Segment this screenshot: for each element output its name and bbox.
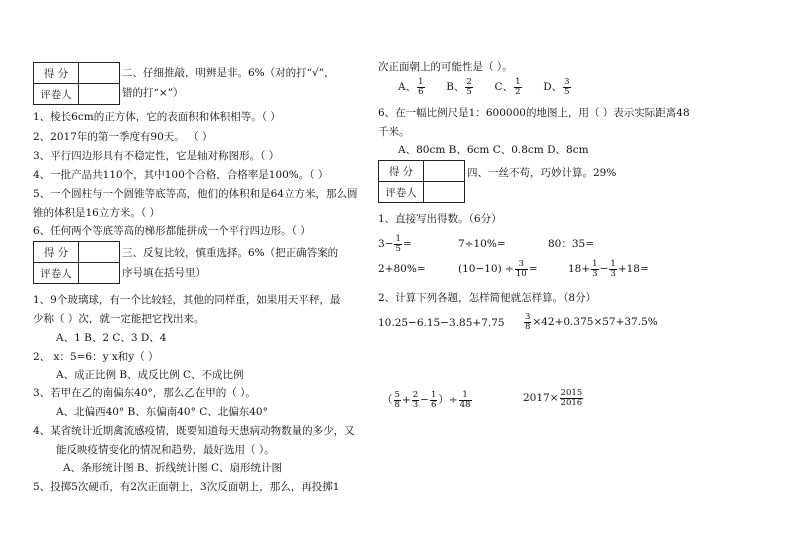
mc-question-3-options: A、北偏西40° B、东偏南40° C、北偏东40° [56, 406, 268, 418]
section-3-heading: 三、反复比较，慎重选择。6%（把正确答案的 [122, 247, 339, 259]
tf-question-5-cont: 锥的体积是16立方米。（ ） [33, 207, 160, 219]
mc-question-4-options: A、条形统计图 B、折线统计图 C、扇形统计图 [63, 462, 283, 474]
calc-1-item-3: 80：35= [548, 238, 595, 250]
calc-1-item-6: 18+ $\frac{1}{3}$ − $\frac{1}{3}$ +18= [568, 258, 649, 279]
option-b: B、 $\frac{2}{5}$ [446, 76, 472, 97]
mc-question-6: 6、在一幅比例尺是1：600000的地图上，用（ ）表示实际距离48 [378, 107, 690, 119]
grader-blank[interactable] [79, 263, 120, 284]
grader-blank[interactable] [79, 84, 120, 105]
option-a: A、 $\frac{1}{6}$ [398, 76, 424, 97]
calc-1-heading: 1、直接写出得数。（6分） [378, 213, 502, 225]
score-blank[interactable] [79, 63, 120, 84]
section-3-heading-cont: 序号填在括号里） [122, 267, 206, 279]
calc-2-heading: 2、计算下列各题，怎样简便就怎样算。（8分） [378, 292, 597, 304]
option-d: D、 $\frac{3}{5}$ [543, 76, 570, 97]
calc-2-expr-3: （ $\frac{5}{8}$ + $\frac{2}{3}$ − $\frac{1}{6}$ ）÷ $\frac{1}{48}$ [382, 389, 471, 410]
mc-question-2-options: A、成正比例 B、成反比例 C、不成比例 [56, 369, 244, 381]
tf-question-1: 1、棱长6cm的正方体，它的表面积和体积相等。（ ） [33, 111, 281, 123]
grader-blank[interactable] [424, 182, 465, 203]
mc-question-3: 3、若甲在乙的南偏东40°，那么乙在甲的（ ）。 [33, 387, 256, 399]
tf-question-6: 6、任何两个等底等高的梯形都能拼成一个平行四边形。（ ） [33, 225, 311, 237]
tf-question-5: 5、一个圆柱与一个圆锥等底等高，他们的体积和是64立方米，那么圆 [33, 188, 358, 200]
score-blank[interactable] [424, 161, 465, 182]
mc-question-1: 1、9个玻璃球，有一个比较轻，其他的同样重，如果用天平秤，最 [33, 294, 341, 306]
mc-question-1-options: A、1 B、2 C、3 D、4 [56, 332, 167, 344]
calc-1-item-5: (10−10) ÷ $\frac{3}{10}$ = [458, 258, 538, 279]
section-2-heading-cont: 错的打“×”） [122, 87, 184, 99]
mc-question-5-options [398, 76, 572, 98]
mc-question-1-cont: 少称（ ）次，就一定能把它找出来。 [33, 313, 205, 325]
mc-question-5-cont: 次正面朝上的可能性是（ ）。 [378, 61, 513, 73]
score-label: 得 分 [34, 242, 79, 263]
calc-1-item-4: 2+80%= [378, 263, 426, 275]
mc-question-4-cont: 能反映疫情变化的情况和趋势，最好选用（ ）。 [56, 444, 275, 456]
calc-1-item-2: 7÷10%= [458, 238, 506, 250]
score-label: 得 分 [379, 161, 424, 182]
calc-2-expr-2: $\frac{3}{8}$ ×42+0.375×57+37.5% [525, 311, 658, 332]
score-box-section-2 [33, 62, 120, 105]
calc-2-expr-4: 2017× $\frac{2015}{2016}$ [523, 387, 583, 408]
grader-label: 评卷人 [34, 84, 79, 105]
score-label: 得 分 [34, 63, 79, 84]
grader-label: 评卷人 [34, 263, 79, 284]
score-box-section-3 [33, 241, 120, 284]
section-2-heading: 二、仔细推敲，明辨是非。6%（对的打“√”， [122, 67, 335, 79]
mc-question-2: 2、 x：5=6：y x和y（ ） [33, 351, 159, 363]
mc-question-5: 5、投掷5次硬币，有2次正面朝上，3次反面朝上，那么，再投掷1 [33, 481, 340, 493]
tf-question-2: 2、2017年的第一季度有90天。 （ ） [33, 131, 213, 143]
score-box-section-4 [378, 160, 465, 203]
score-blank[interactable] [79, 242, 120, 263]
mc-question-4: 4、某省统计近期禽流感疫情，既要知道每天患病动物数量的多少，又 [33, 425, 355, 437]
tf-question-4: 4、一批产品共110个，其中100个合格，合格率是100%。（ ） [33, 169, 329, 181]
mc-question-6-cont: 千米。 [378, 126, 410, 138]
option-c: C、 $\frac{1}{2}$ [494, 76, 521, 97]
mc-question-6-options: A、80cm B、6cm C、0.8cm D、8cm [398, 144, 589, 156]
section-4-heading: 四、一丝不苟，巧妙计算。29% [467, 167, 617, 179]
calc-2-expr-1: 10.25−6.15−3.85+7.75 [378, 317, 505, 329]
grader-label: 评卷人 [379, 182, 424, 203]
calc-1-item-1: 3− $\frac{1}{5}$ = [378, 233, 412, 254]
tf-question-3: 3、平行四边形具有不稳定性，它是轴对称图形。（ ） [33, 150, 280, 162]
